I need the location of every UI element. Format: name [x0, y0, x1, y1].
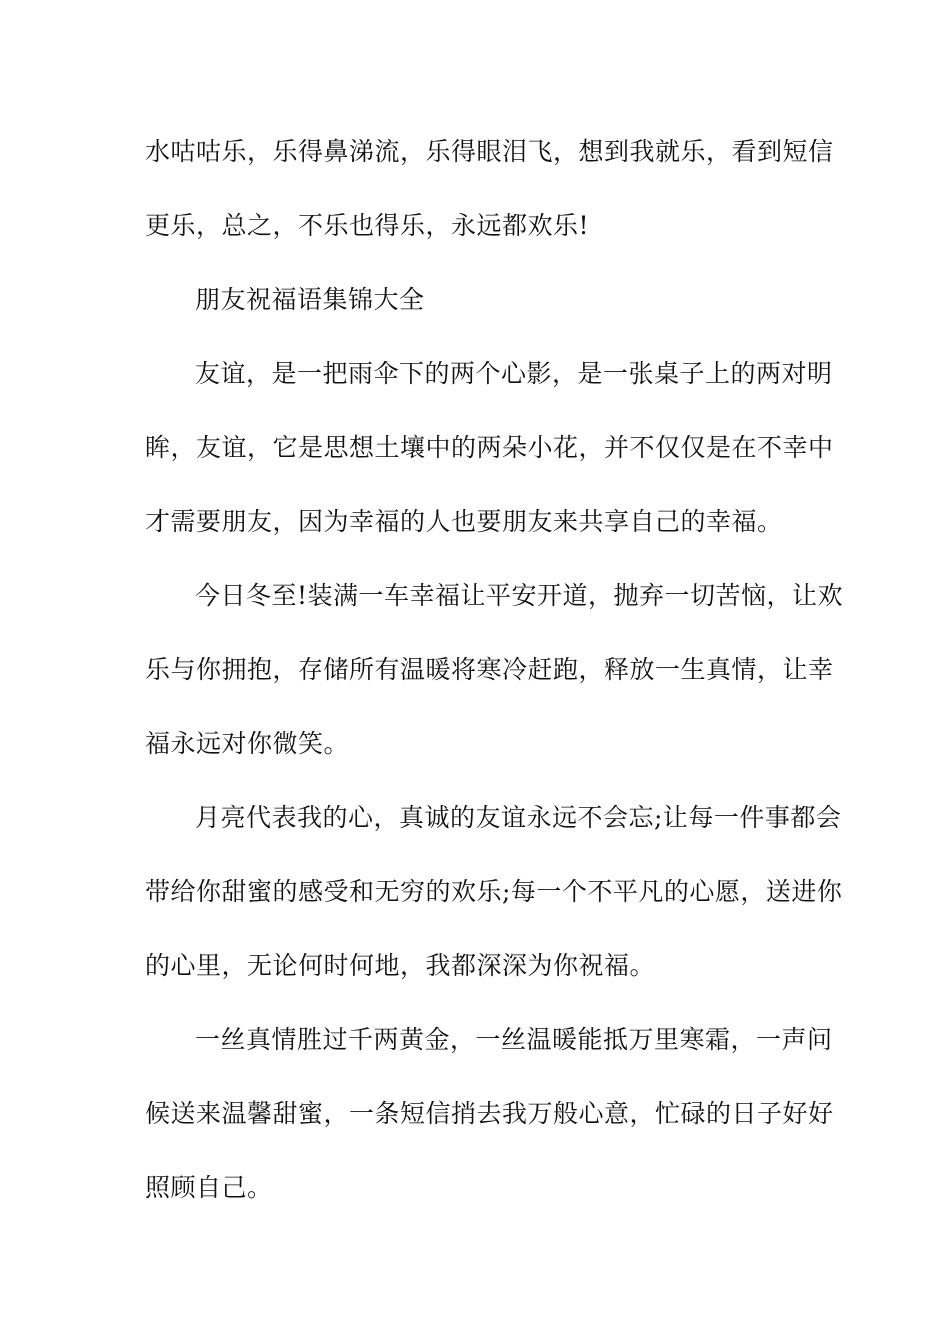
- text-line: 照顾自己。: [145, 1173, 273, 1202]
- text-line: 眸，友谊，它是思想土壤中的两朵小花，并不仅仅是在不幸中: [145, 433, 834, 462]
- text-line: 候送来温馨甜蜜，一条短信捎去我万般心意，忙碌的日子好好: [145, 1099, 834, 1128]
- text-line: 今日冬至!装满一车幸福让平安开道，抛弃一切苦恼，让欢: [195, 581, 844, 610]
- document-body: [145, 115, 844, 1225]
- text-line: 才需要朋友，因为幸福的人也要朋友来共享自己的幸福。: [145, 507, 783, 536]
- text-line: 水咕咕乐，乐得鼻涕流，乐得眼泪飞，想到我就乐，看到短信: [145, 137, 834, 166]
- section-heading: 朋友祝福语集锦大全: [195, 285, 425, 314]
- text-line: 的心里，无论何时何地，我都深深为你祝福。: [145, 951, 656, 980]
- text-line: 带给你甜蜜的感受和无穷的欢乐;每一个不平凡的心愿，送进你: [145, 877, 843, 906]
- text-line: 一丝真情胜过千两黄金，一丝温暖能抵万里寒霜，一声问: [195, 1025, 833, 1054]
- text-line: 更乐，总之，不乐也得乐，永远都欢乐!: [145, 211, 590, 240]
- text-line: 月亮代表我的心，真诚的友谊永远不会忘;让每一件事都会: [195, 803, 842, 832]
- text-line: 友谊，是一把雨伞下的两个心影，是一张桌子上的两对明: [195, 359, 833, 388]
- text-line: 福永远对你微笑。: [145, 729, 350, 758]
- text-line: 乐与你拥抱，存储所有温暖将寒冷赶跑，释放一生真情，让幸: [145, 655, 834, 684]
